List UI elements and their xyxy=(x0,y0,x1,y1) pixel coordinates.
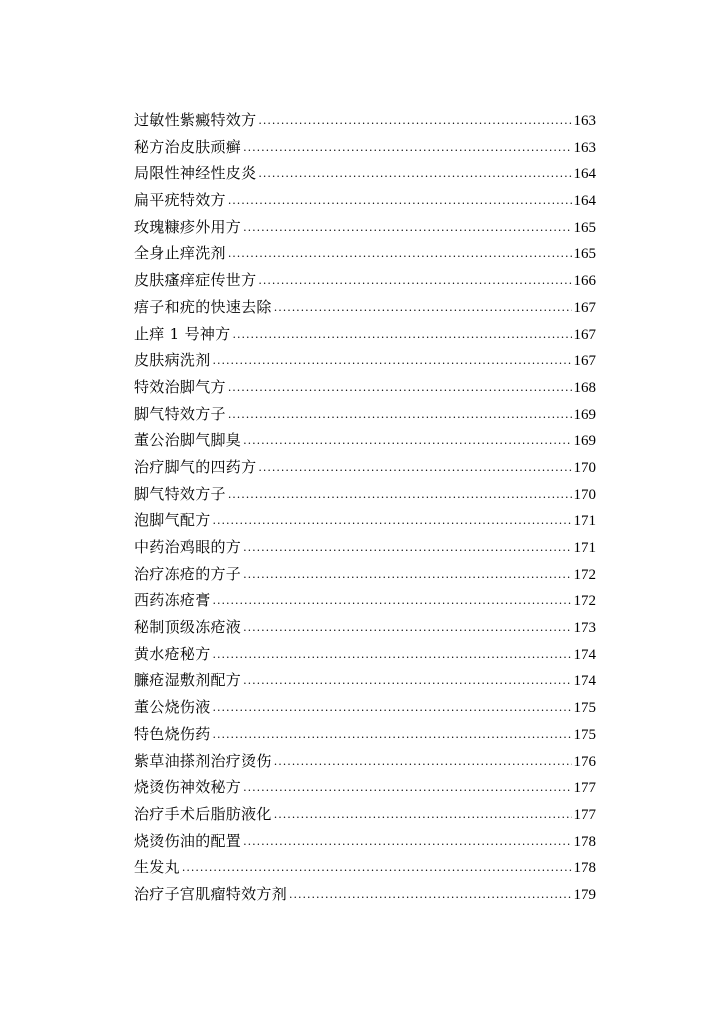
toc-entry[interactable] xyxy=(134,214,596,241)
toc-entry[interactable] xyxy=(134,401,596,428)
toc-entry[interactable] xyxy=(134,321,596,348)
toc-entry-page-number: 169 xyxy=(573,406,596,423)
toc-entry-title: 脚气特效方子 xyxy=(134,404,226,423)
toc-entry[interactable] xyxy=(134,748,596,775)
toc-entry[interactable] xyxy=(134,828,596,855)
toc-entry-title: 皮肤瘙痒症传世方 xyxy=(134,271,257,290)
dot-leader xyxy=(213,642,572,669)
dot-leader xyxy=(258,161,571,188)
toc-entry-page-number: 167 xyxy=(573,353,596,370)
toc-entry-page-number: 172 xyxy=(573,566,596,583)
toc-entry-page-number: 175 xyxy=(573,700,596,717)
toc-entry-title: 治疗子宫肌瘤特效方剂 xyxy=(134,884,288,903)
toc-entry[interactable] xyxy=(134,507,596,534)
toc-entry[interactable] xyxy=(134,721,596,748)
toc-entry[interactable] xyxy=(134,107,596,134)
table-of-contents xyxy=(134,107,596,908)
dot-leader xyxy=(182,855,572,882)
dot-leader xyxy=(243,562,571,589)
toc-entry[interactable] xyxy=(134,347,596,374)
dot-leader xyxy=(289,882,571,909)
toc-entry-title: 脚气特效方子 xyxy=(134,484,226,503)
toc-entry-title: 皮肤病洗剂 xyxy=(134,351,211,370)
toc-entry-title: 治疗手术后脂肪液化 xyxy=(134,804,272,823)
toc-entry-page-number: 176 xyxy=(573,753,596,770)
toc-entry-title: 全身止痒洗剂 xyxy=(134,244,226,263)
toc-entry-title: 黄水疮秘方 xyxy=(134,644,211,663)
toc-entry-title: 臁疮湿敷剂配方 xyxy=(134,671,242,690)
toc-entry[interactable] xyxy=(134,374,596,401)
toc-entry-page-number: 168 xyxy=(573,379,596,396)
toc-entry-title: 扁平疣特效方 xyxy=(134,191,226,210)
toc-entry-page-number: 169 xyxy=(573,433,596,450)
toc-entry[interactable] xyxy=(134,240,596,267)
dot-leader xyxy=(274,749,572,776)
dot-leader xyxy=(243,135,571,162)
dot-leader xyxy=(232,322,571,349)
toc-entry[interactable] xyxy=(134,774,596,801)
toc-entry[interactable] xyxy=(134,160,596,187)
dot-leader xyxy=(228,482,572,509)
dot-leader xyxy=(228,402,572,429)
toc-entry-title: 生发丸 xyxy=(134,858,180,877)
toc-entry[interactable] xyxy=(134,454,596,481)
toc-entry[interactable] xyxy=(134,427,596,454)
toc-entry[interactable] xyxy=(134,614,596,641)
toc-entry-title: 痦子和疣的快速去除 xyxy=(134,297,272,316)
toc-entry-page-number: 163 xyxy=(573,113,596,129)
toc-entry[interactable] xyxy=(134,534,596,561)
toc-entry-page-number: 164 xyxy=(573,193,596,210)
dot-leader xyxy=(243,615,571,642)
dot-leader xyxy=(213,348,572,375)
toc-entry-page-number: 163 xyxy=(573,139,596,156)
toc-entry-title: 治疗脚气的四药方 xyxy=(134,457,257,476)
toc-entry[interactable] xyxy=(134,294,596,321)
toc-entry[interactable] xyxy=(134,854,596,881)
dot-leader xyxy=(213,508,572,535)
dot-leader xyxy=(228,241,572,268)
toc-entry-page-number: 171 xyxy=(573,513,596,530)
toc-entry[interactable] xyxy=(134,267,596,294)
toc-entry[interactable] xyxy=(134,187,596,214)
toc-entry-page-number: 178 xyxy=(573,860,596,877)
toc-entry-title: 董公烧伤液 xyxy=(134,698,211,717)
toc-entry-page-number: 174 xyxy=(573,646,596,663)
dot-leader xyxy=(274,802,572,829)
toc-entry-page-number: 164 xyxy=(573,166,596,183)
toc-entry[interactable] xyxy=(134,587,596,614)
toc-entry-page-number: 175 xyxy=(573,726,596,743)
toc-entry-page-number: 179 xyxy=(573,886,596,903)
toc-entry-title: 特效治脚气方 xyxy=(134,377,226,396)
toc-entry-title: 过敏性紫癜特效方 xyxy=(134,111,257,129)
toc-entry-title: 局限性神经性皮炎 xyxy=(134,164,257,183)
dot-leader xyxy=(243,535,571,562)
dot-leader xyxy=(243,428,571,455)
toc-entry[interactable] xyxy=(134,881,596,908)
dot-leader xyxy=(213,695,572,722)
toc-entry-title: 玫瑰糠疹外用方 xyxy=(134,217,242,236)
toc-entry-title: 紫草油搽剂治疗烫伤 xyxy=(134,751,272,770)
toc-entry-title: 烧烫伤油的配置 xyxy=(134,831,242,850)
dot-leader xyxy=(243,775,571,802)
toc-entry-page-number: 170 xyxy=(573,486,596,503)
dot-leader xyxy=(258,455,571,482)
toc-entry-page-number: 177 xyxy=(573,780,596,797)
toc-entry-page-number: 165 xyxy=(573,246,596,263)
toc-entry-page-number: 171 xyxy=(573,540,596,556)
toc-entry[interactable] xyxy=(134,134,596,161)
dot-leader xyxy=(258,108,571,135)
toc-entry-page-number: 177 xyxy=(573,806,596,823)
dot-leader xyxy=(243,215,571,242)
toc-entry-page-number: 167 xyxy=(573,326,596,343)
toc-entry[interactable] xyxy=(134,801,596,828)
toc-entry-title: 治疗冻疮的方子 xyxy=(134,564,242,583)
toc-entry-page-number: 178 xyxy=(573,833,596,850)
toc-entry-page-number: 173 xyxy=(573,620,596,637)
toc-entry-title: 秘制顶级冻疮液 xyxy=(134,618,242,637)
dot-leader xyxy=(258,268,571,295)
toc-entry-page-number: 166 xyxy=(573,273,596,290)
dot-leader xyxy=(243,668,571,695)
toc-entry[interactable] xyxy=(134,641,596,668)
toc-entry[interactable] xyxy=(134,667,596,694)
toc-entry-page-number: 172 xyxy=(573,593,596,610)
toc-entry-title: 止痒 1 号神方 xyxy=(134,324,231,343)
toc-entry-page-number: 165 xyxy=(573,219,596,236)
toc-entry-title: 烧烫伤神效秘方 xyxy=(134,778,242,797)
toc-entry-page-number: 167 xyxy=(573,299,596,316)
dot-leader xyxy=(213,588,572,615)
dot-leader xyxy=(228,188,572,215)
dot-leader xyxy=(274,295,572,322)
toc-entry[interactable] xyxy=(134,694,596,721)
toc-entry-title: 中药治鸡眼的方 xyxy=(134,538,242,556)
toc-entry-title: 泡脚气配方 xyxy=(134,511,211,530)
toc-entry-page-number: 170 xyxy=(573,459,596,476)
dot-leader xyxy=(243,829,571,856)
dot-leader xyxy=(213,722,572,749)
toc-entry[interactable] xyxy=(134,481,596,508)
dot-leader xyxy=(228,375,572,402)
toc-entry-title: 西药冻疮膏 xyxy=(134,591,211,610)
toc-entry-title: 特色烧伤药 xyxy=(134,724,211,743)
toc-entry-title: 董公治脚气脚臭 xyxy=(134,431,242,450)
toc-entry-title: 秘方治皮肤顽癣 xyxy=(134,137,242,156)
toc-entry[interactable] xyxy=(134,561,596,588)
toc-entry-page-number: 174 xyxy=(573,673,596,690)
